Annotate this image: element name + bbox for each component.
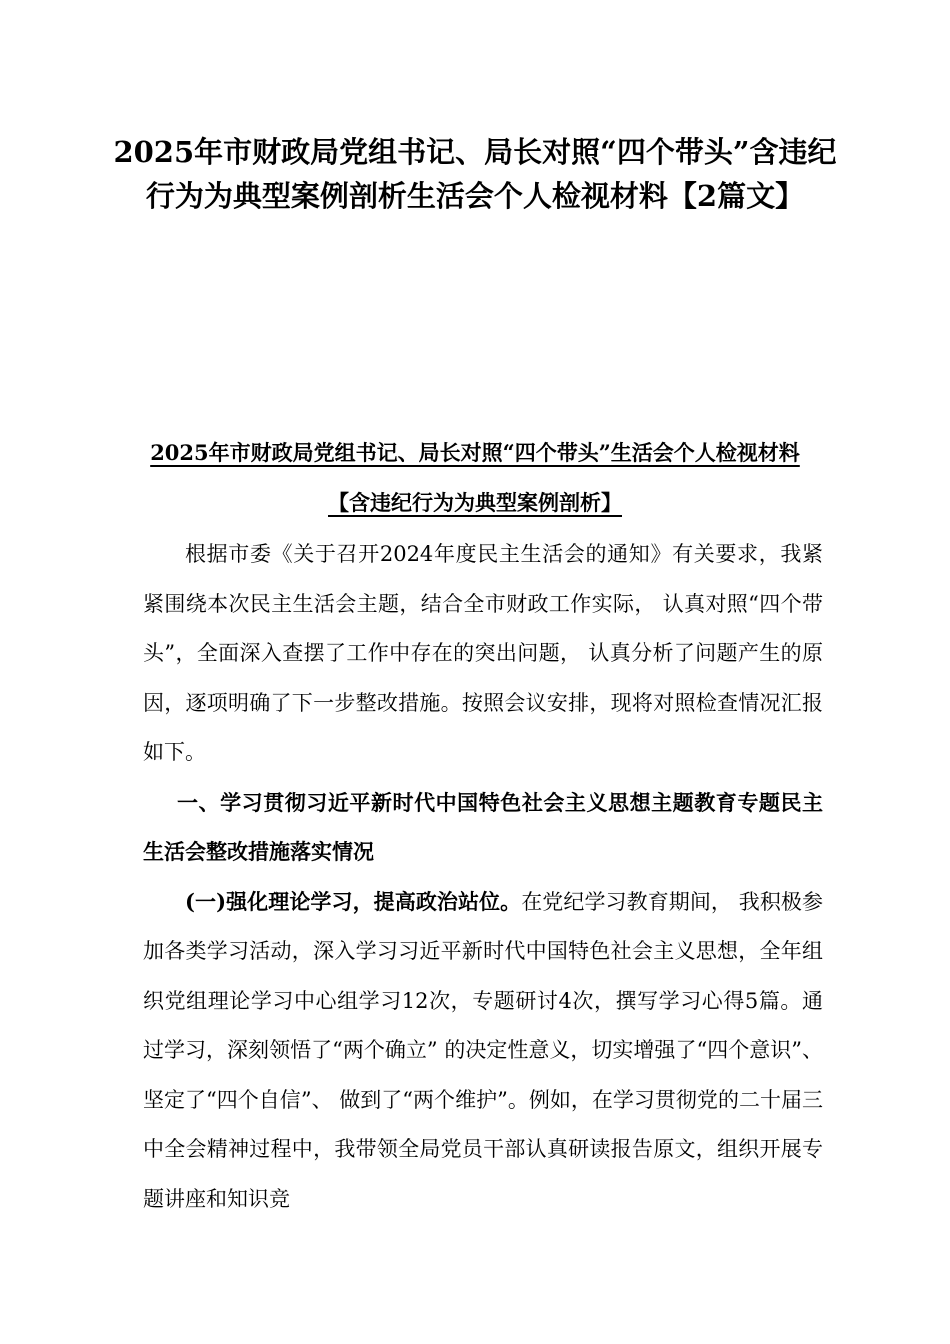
document-body xyxy=(143,530,823,1224)
subsection-1-lead: (一)强化理论学习，提高政治站位。 xyxy=(185,888,522,914)
intro-paragraph: 根据市委《关于召开2024年度民主生活会的通知》有关要求，我紧紧围绕本次民主生活会主题，结合全市财政工作实际， 认真对照“四个带头”，全面深入查摆了工作中存在的突出问题， 认真分析了问题产生的原因，逐项明确了下一步整改措施。按照会议安排，现将对照检查情况汇报如下。 xyxy=(143,542,823,764)
article-heading: 2025年市财政局党组书记、局长对照“四个带头”生活会个人检视材料【含违纪行为为典型案例剖析】 xyxy=(150,440,800,515)
subsection-1-paragraph xyxy=(143,877,823,1225)
document-title: 2025年市财政局党组书记、局长对照“四个带头”含违纪行为为典型案例剖析生活会个人检视材料【2篇文】 xyxy=(113,135,837,213)
section-1-title: 一、学习贯彻习近平新时代中国特色社会主义思想主题教育专题民主生活会整改措施落实情况 xyxy=(143,789,823,864)
subsection-1-text: 在党纪学习教育期间， 我积极参加各类学习活动，深入学习习近平新时代中国特色社会主义思想，全年组织党组理论学习中心组学习12次，专题研讨4次，撰写学习心得5篇。通过学习，深刻领悟了“两个确立” 的决定性意义，切实增强了“四个意识”、坚定了“四个自信”、 做到了“两个维护”。例如，在学习贯彻党的二十届三中全会精神过程中，我带领全局党员干部认真研读报告原文，组织开展专题讲座和知识竞 xyxy=(143,889,823,1211)
